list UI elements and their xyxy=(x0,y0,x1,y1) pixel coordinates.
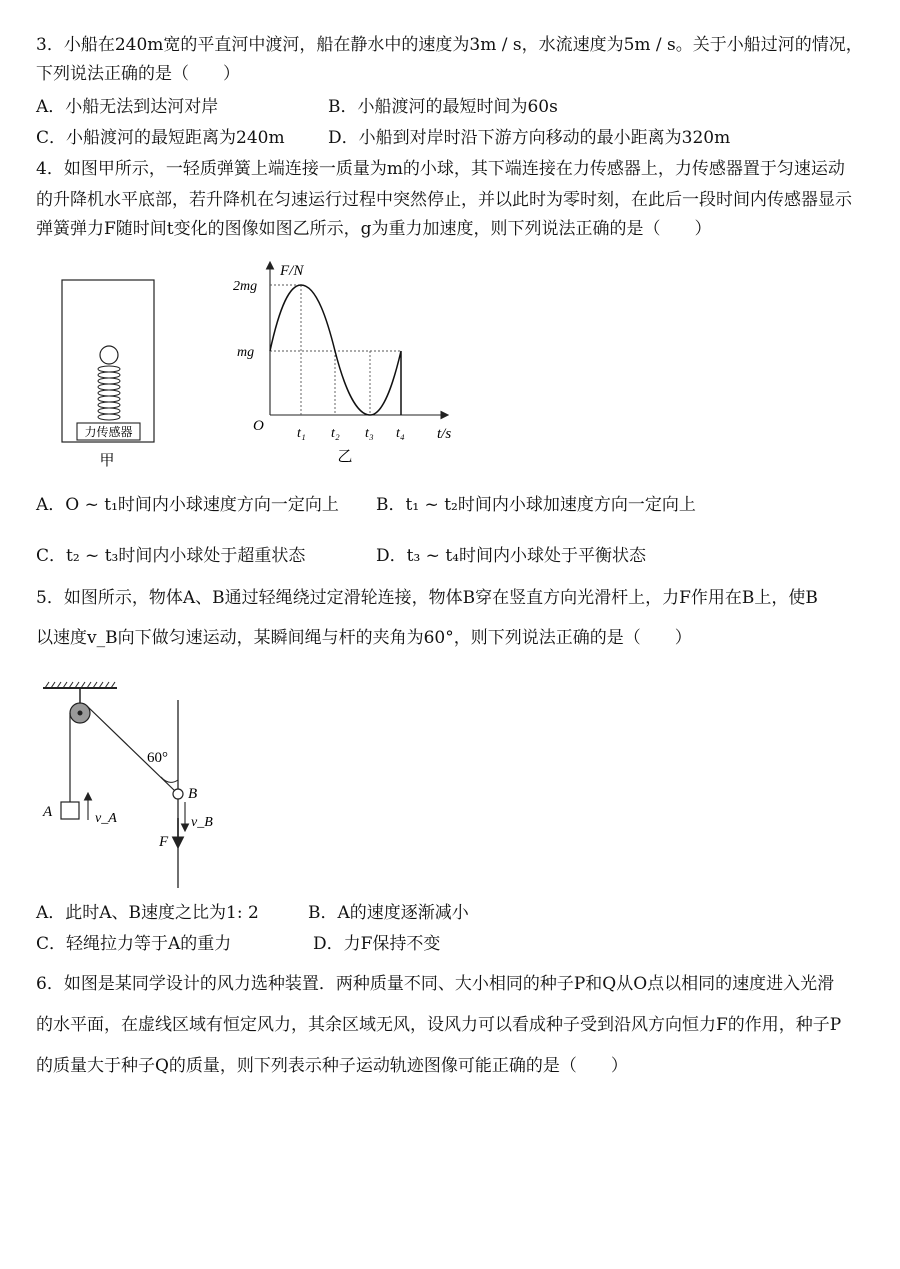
q6-stem-line-3: 的质量大于种子Q的质量，则下列表示种子运动轨迹图像可能正确的是（ ） xyxy=(36,1056,628,1076)
q4-option-c: C．t₂ ~ t₃时间内小球处于超重状态 xyxy=(36,546,306,566)
ball xyxy=(100,346,118,364)
q3-stem-line-1: 3．小船在240m宽的平直河中渡河，船在静水中的速度为3m / s，水流速度为5m / s。关于小船过河的情况， xyxy=(36,35,863,55)
q6-stem-line-2: 的水平面，在虚线区域有恒定风力，其余区域无风，设风力可以看成种子受到沿风方向恒力F的作用，种子P xyxy=(36,1015,842,1035)
x-tick-t2: t₂ xyxy=(331,426,340,441)
q5-option-c: C．轻绳拉力等于A的重力 xyxy=(36,934,232,954)
label-va: v_A xyxy=(95,811,117,826)
force-curve xyxy=(270,285,401,415)
q4-option-d: D．t₃ ~ t₄时间内小球处于平衡状态 xyxy=(376,546,646,566)
q3-stem-line-2: 下列说法正确的是（ ） xyxy=(36,64,240,84)
q4-stem-line-1: 4．如图甲所示，一轻质弹簧上端连接一质量为m的小球，其下端连接在力传感器上，力传感器置于匀速运动 xyxy=(36,159,845,179)
sensor-label: 力传感器 xyxy=(84,425,133,439)
q4-option-a: A．O ~ t₁时间内小球速度方向一定向上 xyxy=(36,495,339,515)
q6-stem-line-1: 6．如图是某同学设计的风力选种装置．两种质量不同、大小相同的种子P和Q从O点以相同的速度进入光滑 xyxy=(36,974,835,994)
angle-arc xyxy=(161,777,178,782)
x-tick-t1: t₁ xyxy=(297,426,306,441)
y-axis-label: F/N xyxy=(280,263,304,279)
q5-option-d: D．力F保持不变 xyxy=(313,934,441,954)
q3-option-d: D．小船到对岸时沿下游方向移动的最小距离为320m xyxy=(328,128,731,148)
pulley-axle xyxy=(78,711,83,716)
q3-option-a: A．小船无法到达河对岸 xyxy=(36,97,219,117)
caption-jia: 甲 xyxy=(99,453,115,469)
origin-label: O xyxy=(253,418,264,434)
y-tick-2mg: 2mg xyxy=(233,279,258,294)
figure-jia xyxy=(55,272,165,472)
q5-stem-line-2: 以速度v_B向下做匀速运动，某瞬间绳与杆的夹角为60°，则下列说法正确的是（ ） xyxy=(36,628,692,648)
q3-option-b: B．小船渡河的最短时间为60s xyxy=(328,97,558,117)
label-vb: v_B xyxy=(191,815,213,830)
x-axis-label: t/s xyxy=(437,426,452,442)
y-tick-mg: mg xyxy=(237,345,255,360)
figure-pulley xyxy=(35,680,235,895)
x-tick-t3: t₃ xyxy=(365,426,374,441)
object-a xyxy=(61,802,79,819)
q5-option-b: B．A的速度逐渐减小 xyxy=(308,903,469,923)
q5-stem-line-1: 5．如图所示，物体A、B通过轻绳绕过定滑轮连接，物体B穿在竖直方向光滑杆上，力F作用在B上，使B xyxy=(36,588,818,608)
figure-yi-graph xyxy=(225,255,465,470)
spring xyxy=(98,366,120,420)
label-b: B xyxy=(188,786,198,802)
object-b xyxy=(173,789,183,799)
x-tick-t4: t₄ xyxy=(396,426,405,441)
caption-yi: 乙 xyxy=(337,449,353,465)
q4-stem-line-2: 的升降机水平底部，若升降机在匀速运行过程中突然停止，并以此时为零时刻，在此后一段时间内传感器显示 xyxy=(36,190,852,210)
q4-option-b: B．t₁ ~ t₂时间内小球加速度方向一定向上 xyxy=(376,495,696,515)
q4-stem-line-3: 弹簧弹力F随时间t变化的图像如图乙所示，g为重力加速度，则下列说法正确的是（ ） xyxy=(36,219,712,239)
q3-option-c: C．小船渡河的最短距离为240m xyxy=(36,128,285,148)
angle-label: 60° xyxy=(147,750,168,766)
label-f: F xyxy=(159,834,169,850)
q5-option-a: A．此时A、B速度之比为1: 2 xyxy=(36,903,259,923)
label-a: A xyxy=(43,804,53,820)
